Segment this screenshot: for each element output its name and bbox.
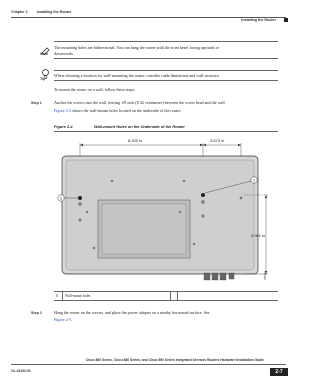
step2-text: Hang the router on the screws, and place the power adapter on a nearby horizontal surface. See bbox=[54, 310, 210, 315]
step1-text: Anchor the screws into the wall, leaving 1/8 inch (0.32 centimeter) between the screw head and the wall. bbox=[54, 100, 226, 105]
intro-text: To mount the router on a wall, follow these steps: bbox=[54, 87, 136, 92]
chapter-title: Installing the Router bbox=[36, 10, 72, 14]
art-id: 281987 bbox=[264, 271, 267, 280]
dimension-width-label: 8.200 in. bbox=[128, 138, 144, 143]
tip-bottom-rule bbox=[54, 80, 278, 81]
step2-ref-line: Figure 2-5. bbox=[54, 317, 73, 322]
note-label: Note bbox=[40, 52, 48, 56]
header-marker bbox=[284, 18, 288, 22]
legend-bottom-rule bbox=[54, 300, 278, 301]
note-text: The mounting holes are bidirectional. You can hang the router with the front bezel facing upwards or downwards. bbox=[54, 45, 220, 56]
running-header-left bbox=[11, 10, 79, 14]
callout-left-number: 1 bbox=[59, 195, 63, 201]
router-underside-figure bbox=[54, 134, 278, 286]
dimension-height-label: 5.961 in. bbox=[251, 233, 267, 238]
step2-label: Step 2 bbox=[31, 311, 42, 315]
footer-guide-title: Cisco 860 Series, Cisco 880 Series, and Cisco 890 Series Integrated Services Routers Hardware Installation Guide bbox=[85, 358, 264, 362]
figure-number: Figure 2-4 bbox=[54, 124, 73, 129]
figure-2-4-link[interactable]: Figure 2-4 bbox=[54, 108, 72, 113]
legend-number: 1 bbox=[56, 294, 58, 298]
footer-doc-id: OL-16193-03 bbox=[11, 369, 31, 373]
note-top-rule bbox=[54, 41, 278, 42]
step1-label: Step 1 bbox=[31, 101, 42, 105]
legend-text: Wall-mount holes bbox=[65, 294, 91, 298]
step1-ref-line: Figure 2-4 shows the wall-mount holes located on the underside of the router. bbox=[54, 108, 181, 113]
dimension-offset-label: 3.673 in. bbox=[210, 138, 226, 143]
figure-2-5-link[interactable]: Figure 2-5 bbox=[54, 317, 72, 322]
footer-rule bbox=[11, 364, 286, 365]
note-bottom-rule bbox=[54, 58, 278, 59]
figure-title: Wall-mount Holes on the Underside of the Router bbox=[94, 124, 185, 129]
figure-title-rule bbox=[54, 131, 278, 132]
chapter-number: Chapter 2 bbox=[11, 10, 28, 14]
tip-label: Tip bbox=[40, 77, 46, 81]
tip-text: When choosing a location for wall-mounting the router, consider cable limitations and wall structure. bbox=[54, 73, 220, 78]
callout-right-number: 1 bbox=[252, 177, 256, 183]
note-icon bbox=[41, 42, 51, 60]
page-number: 2-7 bbox=[270, 368, 288, 376]
legend-top-rule bbox=[54, 291, 278, 292]
running-header-right: Installing the Router bbox=[241, 18, 276, 22]
tip-top-rule bbox=[54, 70, 278, 71]
tip-icon bbox=[41, 66, 50, 84]
